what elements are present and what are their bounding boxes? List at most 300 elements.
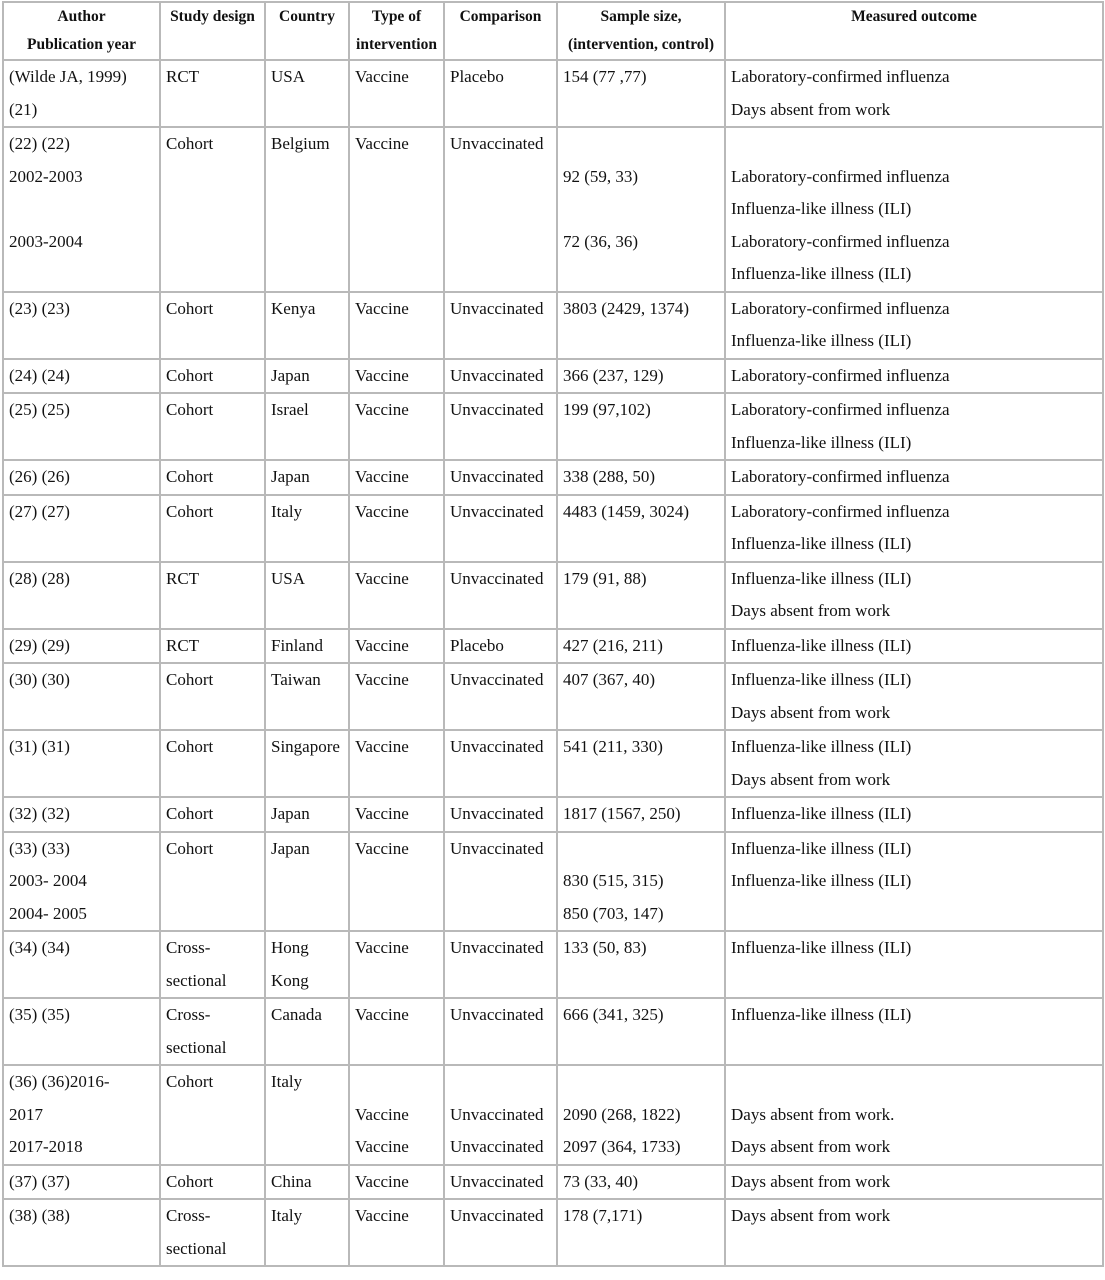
cell-comparison [444,60,557,127]
cell-comparison-line: Unvaccinated [450,1206,544,1225]
cell-comparison [444,127,557,292]
cell-author-line: (34) (34) [9,938,70,957]
cell-design-line: Cross- [166,938,211,957]
cell-outcome [725,60,1103,127]
cell-intervention-line: Vaccine [355,838,409,858]
cell-design [160,730,265,797]
cell-outcome-line: Influenza-like illness (ILI) [731,670,912,689]
cell-sample-line: 850 (703, 147) [563,903,664,923]
cell-intervention [349,730,444,797]
cell-intervention [349,931,444,998]
cell-design-line: RCT [166,67,200,86]
cell-country-line: Belgium [271,134,330,153]
cell-sample [557,292,725,359]
table-row [3,495,1103,562]
cell-sample-line: 830 (515, 315) [563,871,664,890]
cell-intervention-line: Vaccine [355,298,409,318]
cell-sample [557,1199,725,1266]
cell-design-line: Cohort [166,838,214,858]
cell-sample [557,1165,725,1200]
cell-outcome-line: Laboratory-confirmed influenza [731,365,950,385]
cell-outcome [725,797,1103,832]
cell-country [265,663,349,730]
cell-design-line: sectional [166,970,227,990]
cell-sample-line: 154 (77 ,77) [563,67,647,86]
cell-author [3,359,160,394]
cell-comparison [444,292,557,359]
column-header-intervention-line: Type of [371,8,422,25]
cell-author-line: (33) (33) [9,838,70,858]
cell-comparison [444,663,557,730]
cell-comparison-line: Unvaccinated [450,804,544,823]
cell-author-line: (Wilde JA, 1999) [9,67,127,86]
cell-author-line: (27) (27) [9,501,70,521]
cell-author-line: (22) (22) [9,134,70,153]
cell-design [160,663,265,730]
cell-author-line: 2004- 2005 [9,903,87,923]
cell-design-line: Cohort [166,134,214,153]
cell-design [160,629,265,664]
table-row [3,730,1103,797]
cell-author-line: (23) (23) [9,298,70,318]
cell-country [265,562,349,629]
cell-intervention [349,60,444,127]
cell-intervention-line: Vaccine [355,1137,409,1156]
cell-author [3,629,160,664]
cell-country-line: Singapore [271,737,340,756]
cell-country [265,127,349,292]
cell-sample-line: 2090 (268, 1822) [563,1104,681,1124]
cell-author-line: 2003- 2004 [9,871,87,890]
cell-sample-line: 338 (288, 50) [563,467,656,486]
cell-design-line: Cohort [166,1072,214,1091]
cell-sample-line [563,1066,724,1099]
cell-author [3,495,160,562]
table-row [3,562,1103,629]
cell-intervention [349,1199,444,1266]
cell-sample-line: 199 (97,102) [563,400,651,419]
cell-sample [557,359,725,394]
cell-country-line: Kong [271,970,309,990]
cell-intervention-line: Vaccine [355,501,409,521]
cell-country [265,931,349,998]
cell-outcome-line: Laboratory-confirmed influenza [731,298,950,318]
column-header-author-line: Author [57,8,106,25]
cell-intervention-line: Vaccine [355,467,409,486]
cell-outcome-line: Influenza-like illness (ILI) [731,264,912,283]
cell-design-line: sectional [166,1238,227,1258]
cell-design-line: RCT [166,568,200,588]
cell-outcome-line: Influenza-like illness (ILI) [731,534,912,553]
cell-sample-line [563,128,724,161]
cell-outcome-line: Laboratory-confirmed influenza [731,67,950,86]
cell-country-line: Italy [271,1206,303,1225]
cell-intervention-line [355,1066,443,1099]
cell-country-line: Japan [271,838,310,858]
cell-author [3,797,160,832]
cell-author-line: (31) (31) [9,737,70,756]
cell-sample-line: 178 (7,171) [563,1206,643,1225]
cell-sample [557,562,725,629]
table-row [3,1165,1103,1200]
cell-outcome [725,1165,1103,1200]
cell-design-line: sectional [166,1037,227,1057]
cell-outcome-line: Laboratory-confirmed influenza [731,400,950,419]
cell-author [3,60,160,127]
cell-country-line: Israel [271,400,309,419]
cell-comparison [444,562,557,629]
cell-outcome-line: Laboratory-confirmed influenza [731,166,950,186]
column-header-comparison-line: Comparison [459,8,542,25]
cell-author-line: 2017-2018 [9,1137,83,1156]
cell-author-line: (28) (28) [9,568,70,588]
cell-intervention [349,127,444,292]
cell-design-line: Cohort [166,804,214,823]
cell-author-line [9,193,159,226]
cell-design [160,1065,265,1165]
cell-intervention [349,495,444,562]
cell-country [265,730,349,797]
cell-country-line: Kenya [271,298,316,318]
cell-sample [557,931,725,998]
cell-country [265,495,349,562]
cell-country [265,460,349,495]
cell-outcome-line: Laboratory-confirmed influenza [731,467,950,486]
cell-outcome-line: Influenza-like illness (ILI) [731,199,912,218]
cell-sample [557,60,725,127]
cell-author [3,562,160,629]
column-header-intervention-line: intervention [356,36,437,53]
cell-sample-line: 541 (211, 330) [563,737,663,756]
table-row [3,998,1103,1065]
cell-intervention-line: Vaccine [355,737,409,756]
cell-author [3,931,160,998]
cell-intervention-line: Vaccine [355,134,409,153]
cell-comparison [444,460,557,495]
cell-outcome-line: Influenza-like illness (ILI) [731,938,912,957]
cell-design-line: Cohort [166,400,214,419]
cell-author-line [9,258,159,291]
table-row [3,663,1103,730]
column-header-design-line: Study design [170,8,255,25]
cell-author [3,998,160,1065]
table-row [3,629,1103,664]
cell-country [265,629,349,664]
cell-design-line: Cohort [166,670,214,689]
column-header-design [160,2,265,60]
cell-intervention-line: Vaccine [355,804,409,823]
cell-author-line: (37) (37) [9,1171,70,1191]
cell-outcome [725,292,1103,359]
cell-intervention [349,663,444,730]
cell-outcome-line: Days absent from work. [731,1104,895,1124]
column-header-country [265,2,349,60]
column-header-outcome [725,2,1103,60]
cell-author-line: (26) (26) [9,467,70,486]
cell-outcome [725,832,1103,932]
cell-design [160,931,265,998]
cell-author [3,127,160,292]
cell-author [3,1199,160,1266]
cell-outcome [725,663,1103,730]
cell-outcome [725,730,1103,797]
cell-design-line: Cross- [166,1005,211,1024]
cell-sample-line: 427 (216, 211) [563,635,663,655]
cell-design [160,998,265,1065]
cell-intervention [349,562,444,629]
cell-country [265,1199,349,1266]
cell-country-line: Taiwan [271,670,321,689]
cell-author-line: (38) (38) [9,1206,70,1225]
cell-intervention [349,832,444,932]
cell-country [265,998,349,1065]
cell-outcome [725,393,1103,460]
studies-table-container [2,1,1104,1267]
cell-comparison [444,629,557,664]
cell-country-line: China [271,1171,312,1191]
cell-comparison [444,1199,557,1266]
cell-design [160,562,265,629]
cell-outcome-line [731,1066,1102,1099]
cell-sample-line: 366 (237, 129) [563,365,664,385]
cell-intervention-line: Vaccine [355,670,409,689]
cell-intervention-line: Vaccine [355,1005,409,1024]
cell-comparison-line: Unvaccinated [450,1005,544,1024]
cell-intervention-line: Vaccine [355,1206,409,1225]
cell-comparison-line: Placebo [450,635,504,655]
cell-author [3,1165,160,1200]
table-row [3,1065,1103,1165]
cell-intervention-line: Vaccine [355,568,409,588]
cell-outcome-line: Influenza-like illness (ILI) [731,838,912,858]
cell-outcome [725,562,1103,629]
cell-comparison-line: Unvaccinated [450,737,544,756]
cell-sample-line: 1817 (1567, 250) [563,804,681,823]
cell-country [265,797,349,832]
cell-sample [557,495,725,562]
cell-intervention [349,393,444,460]
table-row [3,1199,1103,1266]
cell-design [160,60,265,127]
cell-intervention-line: Vaccine [355,1171,409,1191]
cell-sample-line: 92 (59, 33) [563,166,639,186]
cell-author [3,460,160,495]
cell-design [160,359,265,394]
cell-comparison-line [450,1066,556,1099]
cell-design [160,832,265,932]
cell-comparison-line: Unvaccinated [450,365,544,385]
column-header-sample [557,2,725,60]
cell-author-line: (24) (24) [9,365,70,385]
cell-comparison [444,393,557,460]
cell-outcome-line: Laboratory-confirmed influenza [731,501,950,521]
cell-outcome-line: Influenza-like illness (ILI) [731,737,912,756]
cell-author-line: (36) (36)2016- [9,1072,110,1091]
column-header-author [3,2,160,60]
cell-author-line: 2017 [9,1104,43,1124]
cell-outcome-line: Influenza-like illness (ILI) [731,432,912,452]
cell-author [3,1065,160,1165]
cell-author [3,393,160,460]
cell-outcome [725,1199,1103,1266]
cell-author [3,832,160,932]
cell-comparison-line: Unvaccinated [450,1171,544,1191]
cell-comparison-line: Unvaccinated [450,501,544,521]
cell-design-line: Cohort [166,1171,214,1191]
cell-country [265,832,349,932]
cell-sample [557,663,725,730]
cell-intervention-line: Vaccine [355,1104,409,1124]
cell-outcome-line: Days absent from work [731,99,891,119]
cell-comparison-line: Unvaccinated [450,670,544,689]
header-row [3,2,1103,60]
table-row [3,292,1103,359]
cell-country-line: USA [271,568,306,588]
cell-design [160,460,265,495]
cell-outcome [725,359,1103,394]
cell-author-line: 2002-2003 [9,166,83,186]
cell-comparison [444,797,557,832]
cell-country-line: USA [271,67,306,86]
cell-author-line: (32) (32) [9,804,70,823]
cell-country-line: Italy [271,501,303,521]
cell-comparison [444,730,557,797]
table-row [3,359,1103,394]
cell-intervention-line: Vaccine [355,365,409,385]
cell-outcome [725,998,1103,1065]
cell-intervention-line: Vaccine [355,938,409,957]
cell-design-line: Cross- [166,1206,211,1225]
cell-sample-line: 4483 (1459, 3024) [563,501,690,521]
cell-design-line: Cohort [166,298,214,318]
cell-country-line: Hong [271,938,309,957]
cell-design-line: Cohort [166,365,214,385]
cell-comparison [444,495,557,562]
cell-comparison [444,931,557,998]
cell-intervention-line: Vaccine [355,400,409,419]
cell-sample-line: 133 (50, 83) [563,938,647,957]
cell-country [265,292,349,359]
cell-outcome [725,629,1103,664]
cell-outcome-line: Days absent from work [731,1171,891,1191]
cell-outcome-line: Influenza-like illness (ILI) [731,804,912,823]
cell-sample-line: 666 (341, 325) [563,1005,664,1024]
cell-author [3,663,160,730]
cell-comparison-line: Unvaccinated [450,838,544,858]
cell-country [265,393,349,460]
column-header-author-line: Publication year [27,36,136,53]
cell-outcome-line: Days absent from work [731,769,891,789]
cell-sample-line: 73 (33, 40) [563,1171,639,1191]
cell-design [160,495,265,562]
cell-comparison-line: Unvaccinated [450,568,544,588]
cell-design [160,797,265,832]
cell-comparison-line: Unvaccinated [450,1137,544,1156]
cell-design-line: RCT [166,635,200,655]
cell-design-line: Cohort [166,737,214,756]
cell-intervention-line: Vaccine [355,67,409,86]
cell-outcome-line: Influenza-like illness (ILI) [731,1005,912,1024]
cell-design [160,393,265,460]
cell-sample [557,629,725,664]
cell-country [265,359,349,394]
cell-outcome [725,495,1103,562]
cell-outcome [725,931,1103,998]
cell-outcome-line: Days absent from work [731,702,891,722]
cell-outcome-line: Days absent from work [731,1206,891,1225]
cell-comparison [444,832,557,932]
column-header-sample-line: Sample size, [600,8,682,25]
cell-comparison-line: Unvaccinated [450,467,544,486]
cell-author-line: (29) (29) [9,635,70,655]
cell-comparison-line: Unvaccinated [450,938,544,957]
cell-author-line: (21) [9,99,38,119]
cell-country [265,1165,349,1200]
cell-intervention [349,629,444,664]
cell-sample-line: 407 (367, 40) [563,670,656,689]
cell-sample [557,393,725,460]
cell-comparison-line: Unvaccinated [450,134,544,153]
cell-comparison [444,998,557,1065]
cell-comparison-line: Unvaccinated [450,1104,544,1124]
cell-outcome [725,1065,1103,1165]
table-row [3,60,1103,127]
cell-country-line: Japan [271,365,310,385]
cell-sample [557,460,725,495]
cell-author-line: 2003-2004 [9,231,83,251]
cell-author-line: (25) (25) [9,400,70,419]
cell-sample [557,832,725,932]
column-header-outcome-line: Measured outcome [851,8,977,25]
cell-sample [557,127,725,292]
column-header-sample-line: (intervention, control) [567,36,715,53]
cell-author [3,292,160,359]
cell-outcome-line: Laboratory-confirmed influenza [731,231,950,251]
cell-sample-line [563,833,724,866]
cell-outcome-line: Influenza-like illness (ILI) [731,568,912,588]
column-header-country-line: Country [279,8,335,25]
cell-design-line: Cohort [166,467,214,486]
table-row [3,931,1103,998]
cell-intervention [349,797,444,832]
cell-sample [557,1065,725,1165]
cell-comparison [444,359,557,394]
cell-sample [557,998,725,1065]
cell-intervention [349,359,444,394]
cell-intervention-line: Vaccine [355,635,409,655]
table-row [3,832,1103,932]
cell-sample-line [563,193,724,226]
cell-comparison-line: Unvaccinated [450,298,544,318]
cell-comparison [444,1165,557,1200]
cell-outcome [725,127,1103,292]
cell-intervention [349,1065,444,1165]
cell-intervention [349,1165,444,1200]
cell-author [3,730,160,797]
cell-design [160,1165,265,1200]
cell-design [160,127,265,292]
cell-outcome-line: Influenza-like illness (ILI) [731,635,912,655]
studies-table [2,1,1104,1267]
table-row [3,127,1103,292]
cell-country-line: Italy [271,1072,303,1091]
cell-comparison [444,1065,557,1165]
cell-intervention [349,460,444,495]
cell-sample-line [563,258,724,291]
cell-outcome-line [731,128,1102,161]
cell-country-line: Finland [271,635,323,655]
cell-comparison-line: Placebo [450,67,504,86]
